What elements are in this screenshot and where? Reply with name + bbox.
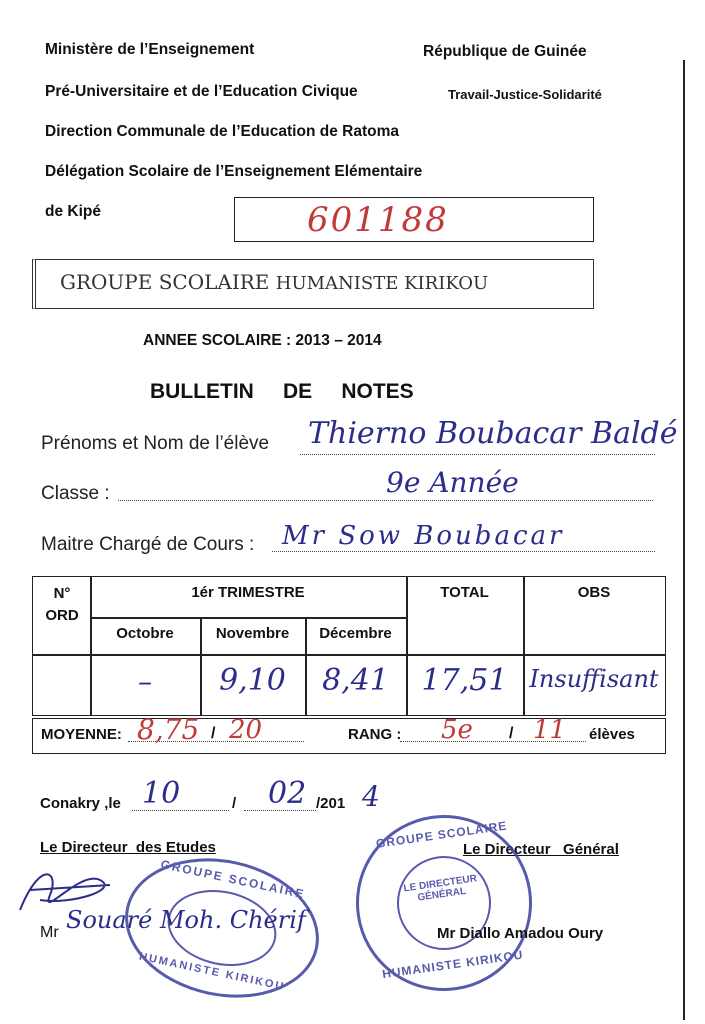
header-delegation: Délégation Scolaire de l’Enseignement Elémentaire (45, 163, 423, 180)
grade-total: 17,51 (421, 663, 508, 698)
doc-title: BULLETIN DE NOTES (150, 380, 414, 403)
student-name-label: Prénoms et Nom de l’élève (41, 433, 270, 454)
header-trimester: 1ér TRIMESTRE (191, 584, 305, 601)
date-day: 10 (142, 776, 181, 811)
header-kipe: de Kipé (45, 203, 101, 220)
stamp-right-bottom: HUMANISTE KIRIKOU (381, 947, 525, 982)
date-month: 02 (268, 776, 307, 811)
page-right-border (683, 60, 685, 1020)
rang-total: 11 (533, 715, 567, 745)
header-total: TOTAL (440, 584, 489, 601)
school-year: ANNEE SCOLAIRE : 2013 – 2014 (143, 332, 382, 349)
school-name-part2: HUMANISTE KIRIKOU (275, 273, 489, 294)
stamp-right-top: GROUPE SCOLAIRE (375, 818, 509, 851)
director-studies-name: Souaré Moh. Chérif (66, 906, 306, 934)
moyenne-label: MOYENNE: (41, 726, 122, 743)
grade-october: – (138, 665, 152, 698)
grade-obs: Insuffisant (529, 665, 659, 693)
rang-value: 5e (441, 715, 473, 745)
date-year-suffix: 4 (362, 780, 380, 813)
registration-box (234, 197, 594, 242)
registration-number: 601188 (307, 200, 449, 240)
rang-sep: / (509, 725, 514, 742)
stamp-left-bottom: HUMANISTE KIRIKOU (138, 950, 287, 994)
header-ministry: Ministère de l’Enseignement (45, 41, 255, 58)
stamp-right-center: LE DIRECTEUR GÉNÉRAL (402, 873, 478, 904)
school-banner (32, 259, 594, 309)
moyenne-out-of: 20 (229, 715, 263, 745)
teacher-value: Mr Sow Boubacar (282, 521, 565, 551)
student-name-line (300, 454, 655, 455)
director-general-name: Mr Diallo Amadou Oury (437, 925, 604, 942)
moyenne-value: 8,75 (137, 713, 200, 746)
table-hline-2 (33, 654, 665, 656)
stamp-right (345, 804, 544, 1003)
header-motto: Travail-Justice-Solidarité (448, 87, 602, 102)
month-december: Décembre (319, 625, 392, 642)
date-sep-1: / (232, 795, 237, 812)
month-november: Novembre (215, 625, 290, 642)
header-communal-direction: Direction Communale de l’Education de Ratoma (45, 123, 399, 140)
moyenne-sep: / (211, 725, 216, 742)
teacher-line (272, 551, 655, 552)
school-name-part1: GROUPE SCOLAIRE (60, 270, 270, 294)
grade-november: 9,10 (219, 663, 286, 698)
eleves-label: élèves (589, 726, 635, 743)
teacher-label: Maitre Chargé de Cours : (41, 534, 255, 555)
class-value: 9e Année (386, 466, 519, 499)
stamp-left-top: GROUPE SCOLAIRE (159, 857, 307, 902)
header-no-ord: N° ORD (45, 585, 79, 624)
summary-box (32, 713, 666, 754)
grades-table (32, 576, 666, 716)
class-label: Classe : (41, 483, 110, 504)
class-line (118, 500, 653, 501)
school-name (60, 270, 488, 294)
table-hline-1 (90, 617, 406, 619)
header-country: République de Guinée (423, 43, 587, 60)
director-general-title: Le Directeur Général (463, 841, 619, 858)
rang-label: RANG : (348, 726, 402, 743)
director-studies-title: Le Directeur des Etudes (40, 839, 216, 856)
student-name-value: Thierno Boubacar Baldé (308, 416, 678, 451)
grade-december: 8,41 (322, 663, 389, 698)
date-place: Conakry ,le (40, 795, 121, 812)
header-obs: OBS (577, 584, 611, 601)
header-pre-university: Pré-Universitaire et de l’Education Civique (45, 83, 358, 100)
director-studies-prefix: Mr (40, 924, 59, 941)
month-october: Octobre (116, 625, 174, 642)
date-year-prefix: /201 (316, 795, 346, 812)
